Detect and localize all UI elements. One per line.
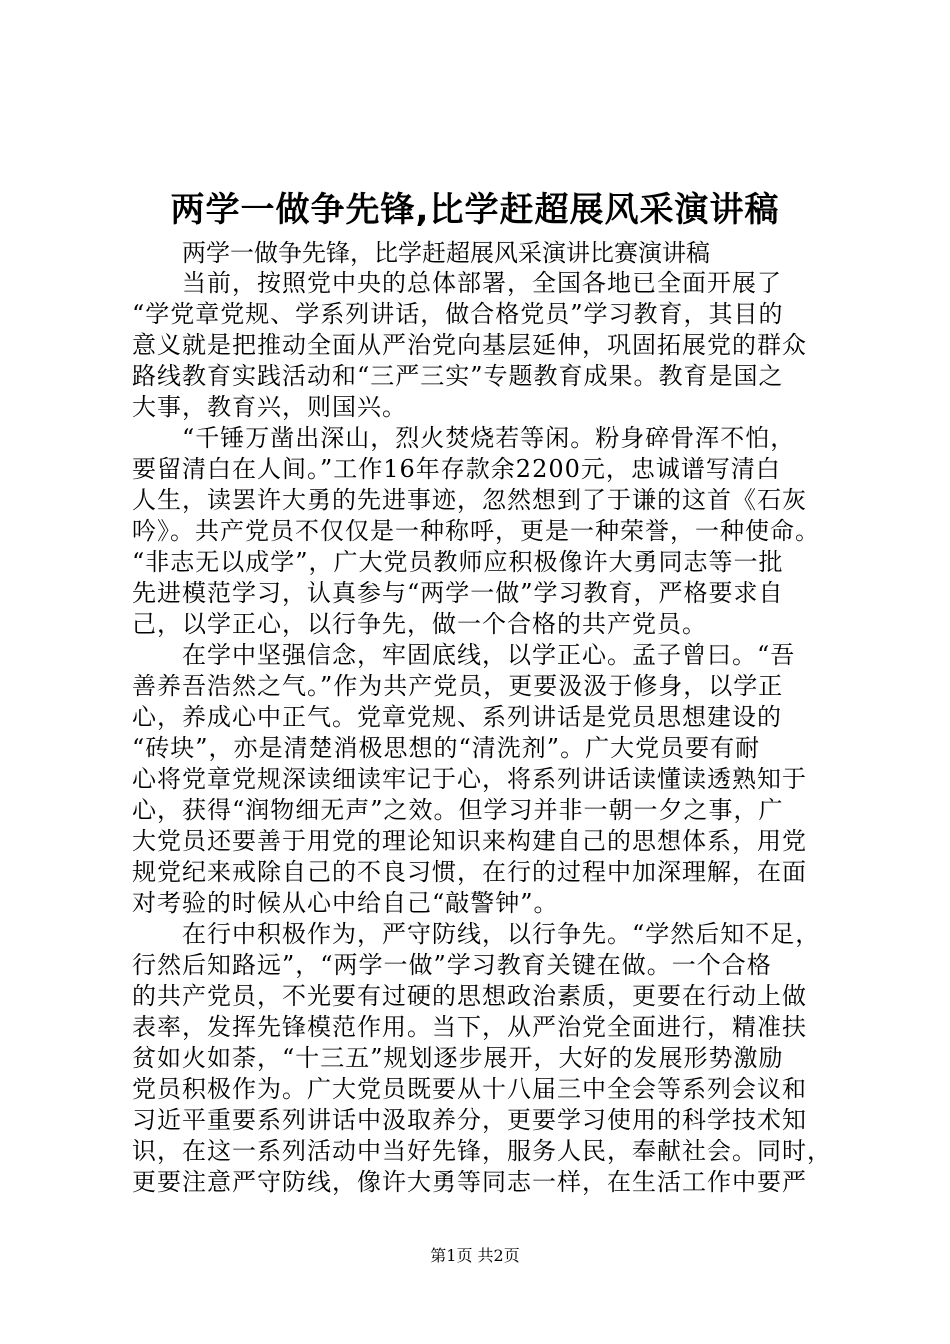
- text-line: 对考验的时候从心中给自己“敲警钟”。: [132, 889, 559, 917]
- text-line: 在学中坚强信念，牢固底线，以学正心。孟子曾曰。“吾: [182, 641, 796, 669]
- text-line: 的共产党员，不光要有过硬的思想政治素质，更要在行动上做: [132, 982, 807, 1010]
- text-line: 在行中积极作为，严守防线，以行争先。“学然后知不足，: [182, 920, 821, 948]
- text-line: 要留清白在人间。”工作16年存款余2200元，忠诚谱写清白: [132, 455, 781, 483]
- text-line: 更要注意严守防线，像许大勇等同志一样，在生活工作中要严: [132, 1168, 807, 1196]
- text-line: 意义就是把推动全面从严治党向基层延伸，巩固拓展党的群众: [132, 331, 807, 359]
- text-line: 表率，发挥先锋模范作用。当下，从严治党全面进行，精准扶: [132, 1013, 807, 1041]
- text-line: “非志无以成学”，广大党员教师应积极像许大勇同志等一批: [132, 548, 784, 576]
- text-line: 当前，按照党中央的总体部署，全国各地已全面开展了: [182, 269, 782, 297]
- text-line: “砖块”，亦是清楚消极思想的“清洗剂”。广大党员要有耐: [132, 734, 761, 762]
- text-line: 善养吾浩然之气。”作为共产党员，更要汲汲于修身，以学正: [132, 672, 784, 700]
- text-line: “学党章党规、学系列讲话，做合格党员”学习教育，其目的: [132, 300, 784, 328]
- text-line: 大党员还要善于用党的理论知识来构建自己的思想体系，用党: [132, 827, 807, 855]
- text-line: 心将党章党规深读细读牢记于心，将系列讲话读懂读透熟知于: [132, 765, 807, 793]
- text-line: 己，以学正心，以行争先，做一个合格的共产党员。: [132, 610, 707, 638]
- text-line: 行然后知路远”，“两学一做”学习教育关键在做。一个合格: [132, 951, 772, 979]
- text-line: 人生，读罢许大勇的先进事迹，忽然想到了于谦的这首《石灰: [132, 486, 807, 514]
- text-line: 识，在这一系列活动中当好先锋，服务人民，奉献社会。同时，: [132, 1137, 832, 1165]
- text-line: 习近平重要系列讲话中汲取养分，更要学习使用的科学技术知: [132, 1106, 807, 1134]
- document-body: [132, 268, 832, 1198]
- text-line: 心，养成心中正气。党章党规、系列讲话是党员思想建设的: [132, 703, 782, 731]
- text-line: 心，获得“润物细无声”之效。但学习并非一朝一夕之事，广: [132, 796, 784, 824]
- text-line: 贫如火如荼，“十三五”规划逐步展开，大好的发展形势激励: [132, 1044, 784, 1072]
- text-line: 规党纪来戒除自己的不良习惯，在行的过程中加深理解，在面: [132, 858, 807, 886]
- text-line: 大事，教育兴，则国兴。: [132, 393, 407, 421]
- document-title: 两学一做争先锋,比学赶超展风采演讲稿: [170, 190, 780, 230]
- text-line: 路线教育实践活动和“三严三实”专题教育成果。教育是国之: [132, 362, 784, 390]
- document-subtitle: 两学一做争先锋，比学赶超展风采演讲比赛演讲稿: [182, 239, 710, 267]
- text-line: 先进模范学习，认真参与“两学一做”学习教育，严格要求自: [132, 579, 784, 607]
- text-line: “千锤万凿出深山，烈火焚烧若等闲。粉身碎骨浑不怕，: [182, 424, 796, 452]
- text-line: 党员积极作为。广大党员既要从十八届三中全会等系列会议和: [132, 1075, 807, 1103]
- text-line: 吟》。共产党员不仅仅是一种称呼，更是一种荣誉，一种使命。: [132, 517, 820, 545]
- page-number: 第1页 共2页: [430, 1246, 520, 1265]
